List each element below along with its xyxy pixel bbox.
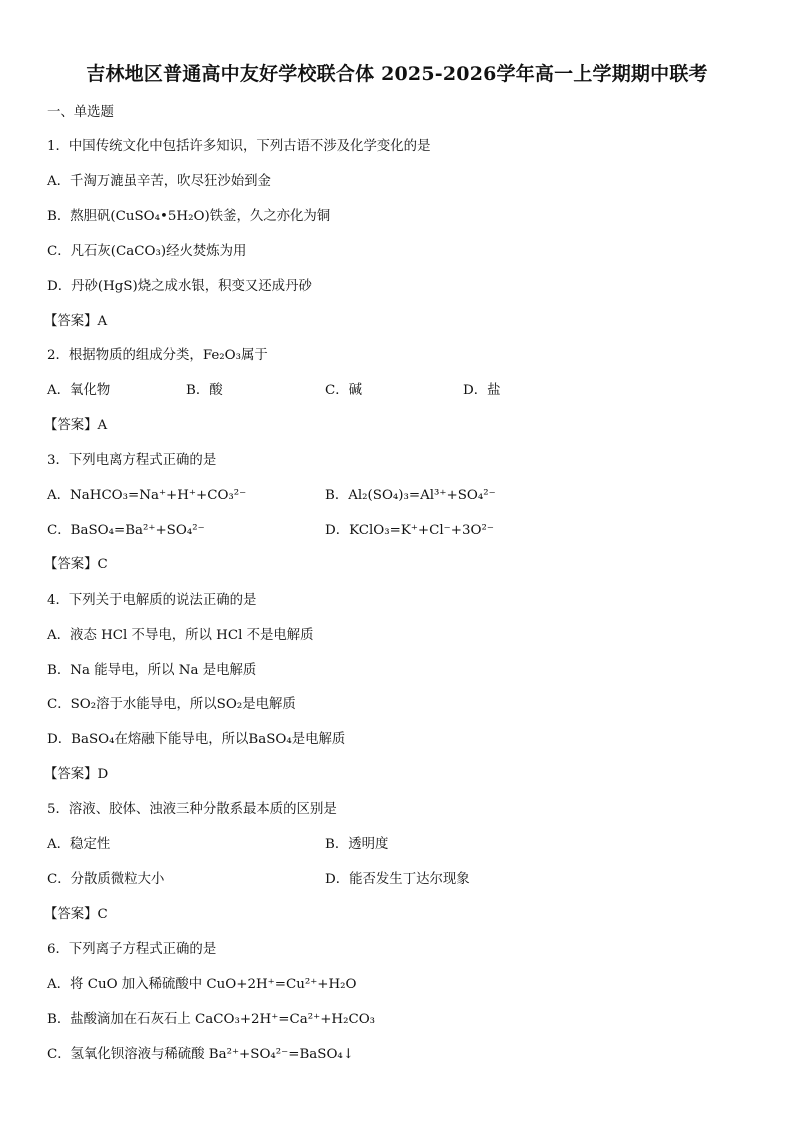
- question-4-option-d: D．BaSO₄在熔融下能导电，所以BaSO₄是电解质: [47, 732, 346, 747]
- question-1-option-d: D．丹砂(HgS)烧之成水银，积变又还成丹砂: [47, 279, 312, 294]
- question-4-option-c: C．SO₂溶于水能导电，所以SO₂是电解质: [47, 697, 296, 712]
- question-4-answer: 【答案】D: [44, 767, 109, 782]
- question-4-stem: 4．下列关于电解质的说法正确的是: [47, 593, 257, 608]
- question-1-option-a: A．千淘万漉虽辛苦，吹尽狂沙始到金: [47, 174, 271, 189]
- question-6-option-a: A．将 CuO 加入稀硫酸中 CuO+2H⁺=Cu²⁺+H₂O: [47, 977, 357, 992]
- question-6-stem: 6．下列离子方程式正确的是: [47, 942, 217, 957]
- question-3-option-c: C．BaSO₄=Ba²⁺+SO₄²⁻: [47, 523, 205, 538]
- question-3-option-a: A．NaHCO₃=Na⁺+H⁺+CO₃²⁻: [47, 488, 247, 503]
- question-6-option-b: B．盐酸滴加在石灰石上 CaCO₃+2H⁺=Ca²⁺+H₂CO₃: [47, 1012, 376, 1027]
- question-3-answer: 【答案】C: [44, 557, 108, 572]
- section-heading: 一、单选题: [47, 105, 114, 120]
- question-1-option-b: B．熬胆矾(CuSO₄•5H₂O)铁釜，久之亦化为铜: [47, 209, 331, 224]
- question-5-option-a: A．稳定性: [47, 837, 111, 852]
- question-5-option-b: B．透明度: [325, 837, 389, 852]
- question-2-option-b: B．酸: [186, 383, 223, 398]
- question-5-option-c: C．分散质微粒大小: [47, 872, 165, 887]
- question-1-option-c: C．凡石灰(CaCO₃)经火焚炼为用: [47, 244, 247, 259]
- question-2-answer: 【答案】A: [44, 418, 108, 433]
- question-3-stem: 3．下列电离方程式正确的是: [47, 453, 217, 468]
- question-4-option-a: A．液态 HCl 不导电，所以 HCl 不是电解质: [47, 628, 314, 643]
- question-2-option-a: A．氧化物: [47, 383, 111, 398]
- question-6-option-c: C．氢氧化钡溶液与稀硫酸 Ba²⁺+SO₄²⁻=BaSO₄↓: [47, 1047, 355, 1062]
- question-3-option-b: B．Al₂(SO₄)₃=Al³⁺+SO₄²⁻: [325, 488, 496, 503]
- question-1-answer: 【答案】A: [44, 314, 108, 329]
- question-2-stem: 2．根据物质的组成分类，Fe₂O₃属于: [47, 348, 268, 363]
- question-2-option-c: C．碱: [325, 383, 363, 398]
- question-5-answer: 【答案】C: [44, 907, 108, 922]
- question-2-option-d: D．盐: [463, 383, 501, 398]
- question-1-stem: 1．中国传统文化中包括许多知识，下列古语不涉及化学变化的是: [47, 139, 431, 154]
- question-5-stem: 5．溶液、胶体、浊液三种分散系最本质的区别是: [47, 802, 337, 817]
- question-5-option-d: D．能否发生丁达尔现象: [325, 872, 470, 887]
- question-3-option-d: D．KClO₃=K⁺+Cl⁻+3O²⁻: [325, 523, 494, 538]
- page-title: 吉林地区普通高中友好学校联合体 2025-2026学年高一上学期期中联考: [86, 63, 708, 85]
- question-4-option-b: B．Na 能导电，所以 Na 是电解质: [47, 663, 257, 678]
